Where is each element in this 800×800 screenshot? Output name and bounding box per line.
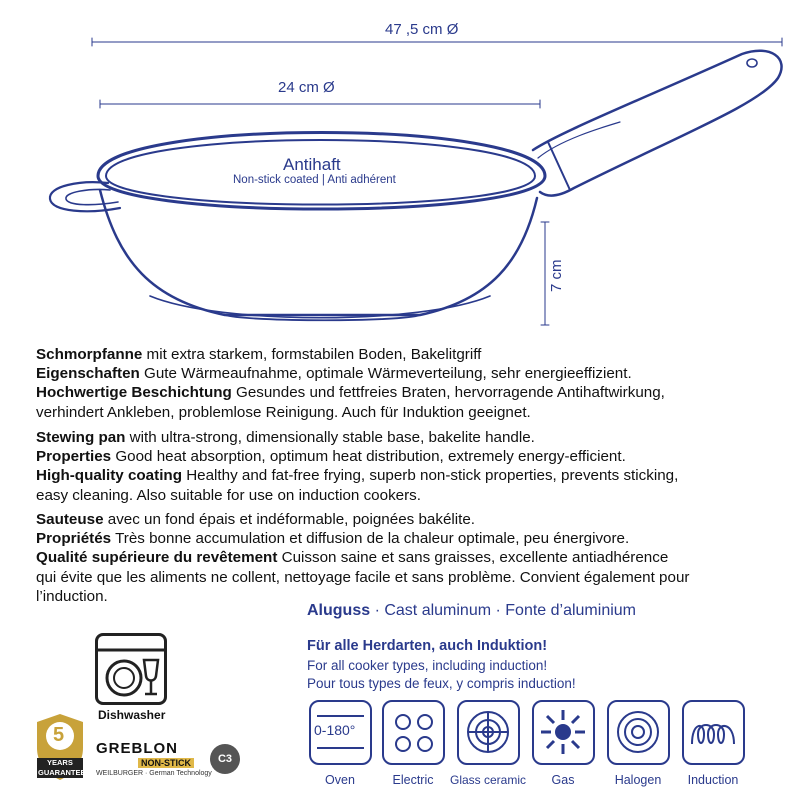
glass-ceramic-hob-icon <box>457 700 520 765</box>
greblon-brand: GREBLON <box>96 740 178 757</box>
gas-burner-icon <box>532 700 595 765</box>
dishwasher-label: Dishwasher <box>98 708 166 722</box>
german-description: Schmorpfanne mit extra starkem, formstabilen Boden, Bakelitgriff Eigenschaften Gute Wärmeaufnahme, optimale Wärmeverteilung, sehr energieeffizient. Hochwertige Beschichtung Gesundes und fettfreies Braten, hervorragende Antihaftwirkung, verhindert Ankleben, problemlose Reinigung. Auch für Induktion geeignet. <box>36 346 665 421</box>
cooker-label-halogen: Halogen <box>614 773 662 787</box>
cooker-label-oven: Oven <box>325 773 355 787</box>
pan-illustration <box>0 0 800 345</box>
material-line: Aluguss · Cast aluminum · Fonte d’aluminium <box>307 602 636 619</box>
greblon-sub: NON-STICK <box>138 758 194 768</box>
english-description: Stewing pan with ultra-strong, dimensionally stable base, bakelite handle. Properties Good heat absorption, optimum heat distribution, extremely energy-efficient. High-quality coating Healthy and fat-free frying, superb non-stick properties, prevents sticking, easy cleaning. Also suitable for use on induction cookers. <box>36 429 679 504</box>
cooker-types-en: For all cooker types, including induction! <box>307 658 548 673</box>
pan-label-title: Antihaft <box>283 155 341 174</box>
oven-temperature: 0-180° <box>314 722 356 738</box>
greblon-grade-text: C3 <box>217 753 233 765</box>
french-description: Sauteuse avec un fond épais et indéformable, poignées bakélite. Propriétés Très bonne accumulation et diffusion de la chaleur optimale, peu énergivore. Qualité supérieure du revêtement Cuisson saine et sans graisses, excellente antiadhérence qui évite que les aliments ne collent, nettoyage facile et sans problème. Convient également pour l’induction. <box>36 511 690 605</box>
dishwasher-icon <box>95 633 167 705</box>
cooker-types-de: Für alle Herdarten, auch Induktion! <box>307 638 548 654</box>
guarantee-years: YEARS <box>47 758 73 767</box>
total-length-dimension: 47 ,5 cm Ø <box>385 21 459 38</box>
cooker-label-glass-ceramic: Glass ceramic <box>449 773 526 787</box>
diameter-dimension: 24 cm Ø <box>278 79 335 96</box>
pan-label-subtitle: Non-stick coated | Anti adhérent <box>233 174 396 186</box>
cooker-types-fr: Pour tous types de feux, y compris induction! <box>307 676 576 691</box>
guarantee-label: GUARANTEE <box>38 768 86 777</box>
oven-icon <box>309 700 372 765</box>
guarantee-number: 5 <box>53 724 65 746</box>
cooker-label-electric: Electric <box>392 773 434 787</box>
greblon-maker: WEILBURGER · German Technology <box>96 770 212 777</box>
induction-coil-icon <box>682 700 745 765</box>
cooker-label-gas: Gas <box>551 773 575 787</box>
cooker-label-induction: Induction <box>687 773 739 787</box>
guarantee-badge <box>33 712 87 782</box>
greblon-grade <box>210 744 240 774</box>
halogen-hob-icon <box>607 700 670 765</box>
height-dimension: 7 cm <box>548 259 565 292</box>
greblon-badge <box>96 740 246 780</box>
electric-hob-icon <box>382 700 445 765</box>
